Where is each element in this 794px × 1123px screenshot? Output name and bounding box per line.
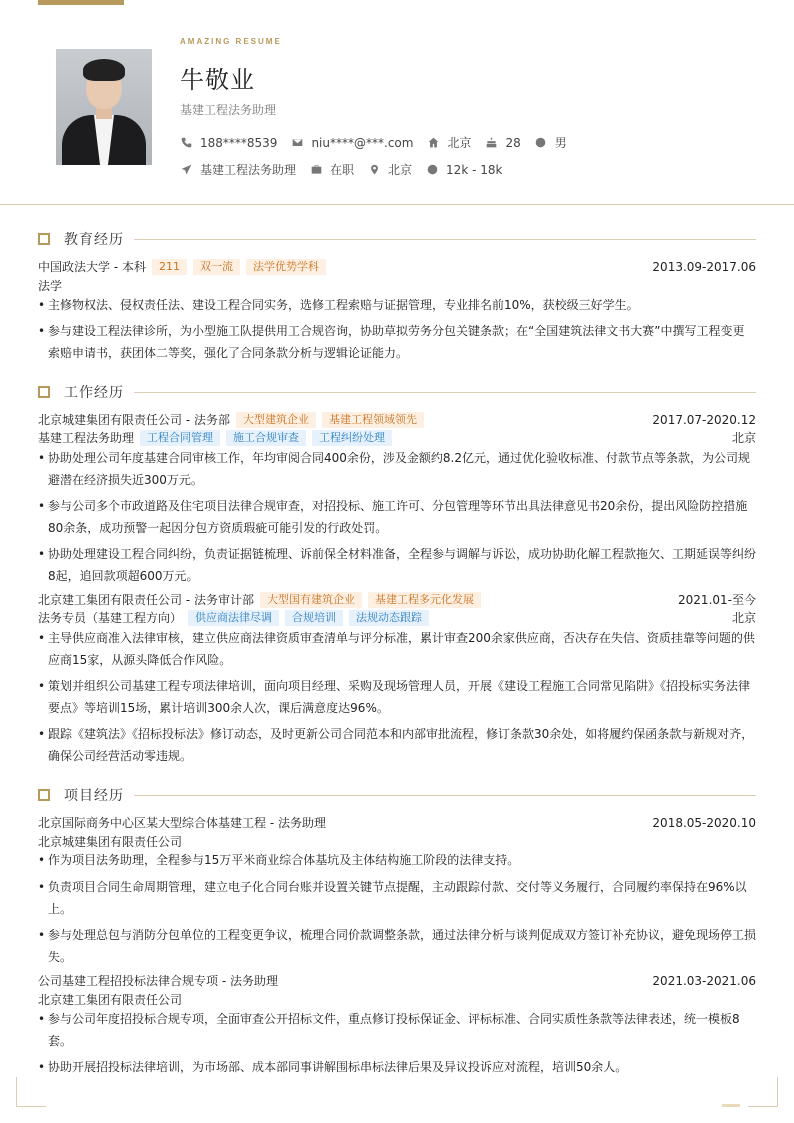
job-date: 2017.07-2020.12 <box>652 412 756 427</box>
role-tag: 工程纠纷处理 <box>312 430 392 446</box>
gender-text: 男 <box>554 136 567 150</box>
project-name: 公司基建工程招投标法律合规专项 - 法务助理 <box>38 974 278 988</box>
location-icon <box>368 164 380 176</box>
brand-label: AMAZING RESUME <box>180 37 282 46</box>
education-bullet: • 参与建设工程法律诊所，为小型施工队提供用工合规咨询，协助草拟劳务分包关键条款；在“全国建筑法律文书大赛”中撰写工程变更索赔申请书，获团体二等奖，强化了合同条款分析与逻辑论证能力。 <box>38 320 756 364</box>
age-text: 28 <box>505 135 521 150</box>
status-text: 在职 <box>330 163 355 177</box>
job-bullet: • 主导供应商准入法律审核，建立供应商法律资质审查清单与评分标准，累计审查200余家供应商，否决存在失信、资质挂靠等问题的供应商15家，从源头降低合作风险。 <box>38 627 756 671</box>
job-company: 北京城建集团有限责任公司 - 法务部 <box>38 413 230 427</box>
role-tag: 工程合同管理 <box>140 430 220 446</box>
education-major: 法学 <box>38 279 63 293</box>
job-bullet: • 策划并组织公司基建工程专项法律培训，面向项目经理、采购及现场管理人员，开展《建设工程施工合同常见陷阱》《招投标实务法律要点》等培训15场，累计培训300余人次，课后满意度达96%。 <box>38 675 756 719</box>
target-job-text: 基建工程法务助理 <box>200 163 297 177</box>
project-bullet: • 负责项目合同生命周期管理，建立电子化合同台账并设置关键节点提醒，主动跟踪付款、交付等义务履行，合同履约率保持在96%以上。 <box>38 876 756 920</box>
job-role: 基建工程法务助理 <box>38 431 135 445</box>
phone-text: 188****8539 <box>200 135 278 150</box>
project-date: 2018.05-2020.10 <box>652 815 756 830</box>
section-divider <box>134 795 756 796</box>
role-tag: 施工合规审查 <box>226 430 306 446</box>
contact-row-1 <box>180 134 581 151</box>
section-divider <box>134 392 756 393</box>
work-title: 工作经历 <box>64 385 124 401</box>
cake-icon <box>485 137 497 149</box>
email-icon <box>291 137 303 149</box>
salary-icon <box>426 164 438 176</box>
project-bullet: • 参与处理总包与消防分包单位的工程变更争议，梳理合同价款调整条款，通过法律分析与谈判促成双方签订补充协议，避免现场停工损失。 <box>38 924 756 968</box>
project-title: 项目经历 <box>64 788 124 804</box>
age-item <box>485 136 520 150</box>
gender-item <box>535 134 567 151</box>
send-icon <box>180 164 192 176</box>
project-org: 北京城建集团有限责任公司 <box>38 835 183 849</box>
hometown-text: 北京 <box>447 136 472 150</box>
company-tag: 大型国有建筑企业 <box>260 592 362 608</box>
phone-icon <box>180 137 192 149</box>
candidate-name: 牛敬业 <box>180 66 255 94</box>
job-bullet: • 跟踪《建筑法》《招标投标法》修订动态，及时更新公司合同范本和内部审批流程，修订条款30余处，如将履约保函条款与新规对齐，确保公司经营活动零违规。 <box>38 723 756 767</box>
project-bullet: • 参与公司年度招投标合规专项，全面审查公开招标文件，重点修订投标保证金、评标标准、合同实质性条款等法律表述，统一模板8套。 <box>38 1008 756 1052</box>
phone-item <box>180 136 277 150</box>
education-row <box>38 258 756 275</box>
job-role-row <box>38 609 756 626</box>
target-job-item <box>180 161 296 178</box>
school-tag: 双一流 <box>193 259 240 275</box>
candidate-title: 基建工程法务助理 <box>180 103 277 117</box>
section-marker-icon <box>38 386 50 398</box>
job-company: 北京建工集团有限责任公司 - 法务审计部 <box>38 593 254 607</box>
role-tag: 合规培训 <box>285 610 343 626</box>
job-bullet: • 协助处理公司年度基建合同审核工作，年均审阅合同400余份，涉及金额约8.2亿元，通过优化验收标准、付款节点等条款，为公司规避潜在经济损失近300万元。 <box>38 447 756 491</box>
school-tag: 211 <box>152 259 187 275</box>
project-org: 北京建工集团有限责任公司 <box>38 993 183 1007</box>
job-company-row <box>38 411 756 428</box>
location-text: 北京 <box>388 163 413 177</box>
location-item <box>368 161 412 178</box>
job-city: 北京 <box>731 611 756 625</box>
school-name: 中国政法大学 - 本科 <box>38 260 146 274</box>
project-row <box>38 972 756 989</box>
gender-icon <box>535 137 547 149</box>
section-marker-icon <box>38 233 50 245</box>
role-tag: 供应商法律尽调 <box>188 610 279 626</box>
corner-decoration <box>748 1077 778 1107</box>
project-section-header <box>38 786 756 804</box>
job-date: 2021.01-至今 <box>678 593 756 607</box>
job-role: 法务专员（基建工程方向） <box>38 611 183 625</box>
salary-item <box>426 163 502 177</box>
job-bullet: • 协助处理建设工程合同纠纷，负责证据链梳理、诉前保全材料准备，全程参与调解与诉讼，成功协助化解工程款拖欠、工期延误等纠纷8起，追回款项超600万元。 <box>38 543 756 587</box>
status-item <box>310 161 354 178</box>
home-icon <box>427 137 439 149</box>
company-tag: 基建工程领域领先 <box>322 412 424 428</box>
project-bullet: • 协助开展招投标法律培训，为市场部、成本部同事讲解围标串标法律后果及异议投诉应对流程，培训50余人。 <box>38 1056 756 1078</box>
education-title: 教育经历 <box>64 232 124 248</box>
email-text: niu****@***.com <box>311 135 414 150</box>
school-tag: 法学优势学科 <box>246 259 326 275</box>
job-company-row <box>38 591 756 608</box>
salary-text: 12k - 18k <box>446 162 503 177</box>
job-city: 北京 <box>731 431 756 445</box>
company-tag: 大型建筑企业 <box>236 412 316 428</box>
project-row <box>38 814 756 831</box>
contact-row-2 <box>180 161 516 178</box>
project-bullet: • 作为项目法务助理，全程参与15万平米商业综合体基坑及主体结构施工阶段的法律支持。 <box>38 849 756 871</box>
email-item <box>291 136 413 150</box>
work-section-header <box>38 383 756 401</box>
education-bullet: • 主修物权法、侵权责任法、建设工程合同实务，选修工程索赔与证据管理，专业排名前10%，获校级三好学生。 <box>38 294 756 316</box>
briefcase-icon <box>310 164 322 176</box>
role-tag: 法规动态跟踪 <box>349 610 429 626</box>
hometown-item <box>427 134 471 151</box>
project-name: 北京国际商务中心区某大型综合体基建工程 - 法务助理 <box>38 816 326 830</box>
job-role-row <box>38 429 756 446</box>
job-bullet: • 参与公司多个市政道路及住宅项目法律合规审查，对招投标、施工许可、分包管理等环节出具法律意见书20余份，提出风险防控措施80余条，成功预警一起因分包方资质瑕疵可能引发的行政处罚。 <box>38 495 756 539</box>
bottom-accent-bar <box>722 1104 740 1107</box>
profile-photo <box>56 49 152 165</box>
company-tag: 基建工程多元化发展 <box>368 592 481 608</box>
resume-header <box>0 0 794 205</box>
project-date: 2021.03-2021.06 <box>652 973 756 988</box>
corner-decoration <box>16 1077 46 1107</box>
education-section-header <box>38 230 756 248</box>
section-divider <box>134 239 756 240</box>
section-marker-icon <box>38 789 50 801</box>
education-date: 2013.09-2017.06 <box>652 259 756 274</box>
